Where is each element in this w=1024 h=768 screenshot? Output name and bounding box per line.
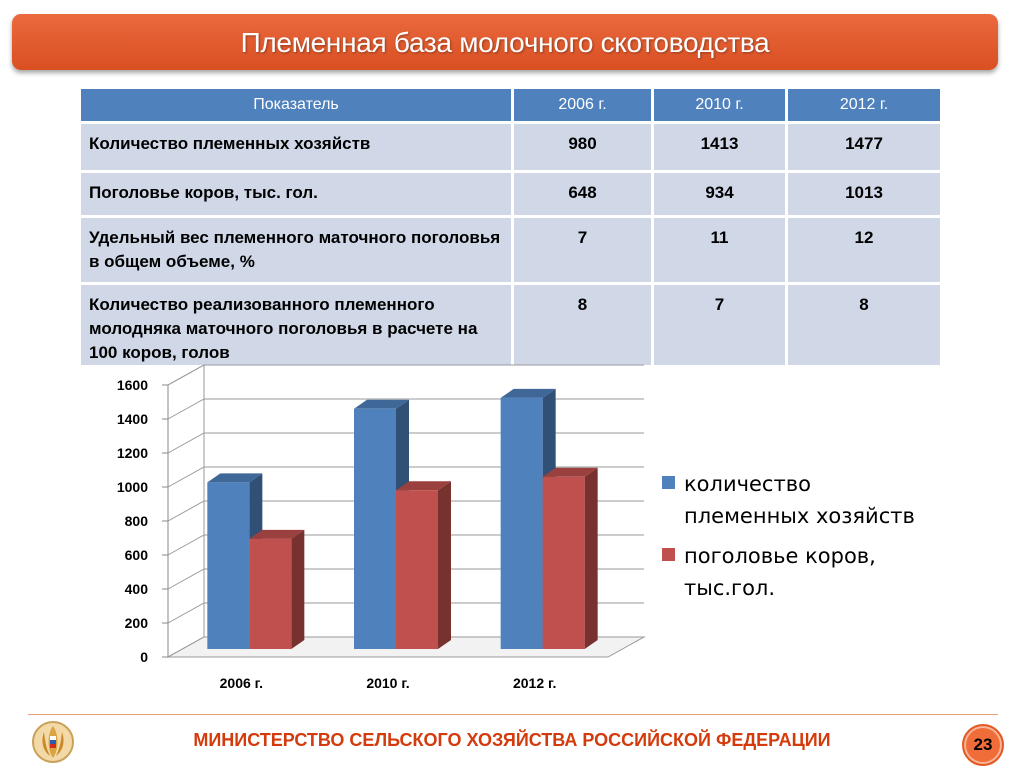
bar-front bbox=[396, 490, 438, 649]
footer-divider bbox=[28, 714, 998, 715]
cell-value: 7 bbox=[653, 284, 787, 367]
cell-value: 934 bbox=[653, 172, 787, 217]
row-label: Количество племенных хозяйств bbox=[80, 123, 513, 172]
header-2010: 2010 г. bbox=[653, 88, 787, 123]
y-tick-label: 800 bbox=[124, 513, 148, 529]
row-label: Количество реализованного племенного молодняка маточного поголовья в расчете на 100 коров, голов bbox=[80, 284, 513, 367]
y-tick-label: 0 bbox=[140, 649, 148, 665]
cell-value: 648 bbox=[513, 172, 653, 217]
cell-value: 980 bbox=[513, 123, 653, 172]
legend-label: тыс.гол. bbox=[684, 576, 776, 600]
bar-front bbox=[354, 409, 396, 649]
cell-value: 11 bbox=[653, 217, 787, 284]
bar-front bbox=[207, 482, 249, 649]
header-2006: 2006 г. bbox=[513, 88, 653, 123]
page-number: 23 bbox=[962, 724, 1004, 766]
bar-side bbox=[585, 468, 598, 649]
bar-front bbox=[501, 398, 543, 649]
row-label: Поголовье коров, тыс. гол. bbox=[80, 172, 513, 217]
x-tick-label: 2010 г. bbox=[366, 675, 410, 691]
cell-value: 7 bbox=[513, 217, 653, 284]
legend-swatch bbox=[662, 548, 675, 561]
row-label: Удельный вес племенного маточного поголовья в общем объеме, % bbox=[80, 217, 513, 284]
y-tick-label: 1400 bbox=[116, 411, 148, 427]
y-tick-label: 400 bbox=[124, 581, 148, 597]
y-tick-label: 1000 bbox=[116, 479, 148, 495]
header-2012: 2012 г. bbox=[787, 88, 942, 123]
legend-label: племенных хозяйств bbox=[684, 504, 915, 528]
bar-front bbox=[249, 539, 291, 649]
bar-cows bbox=[249, 530, 304, 649]
slide-title: Племенная база молочного скотоводства bbox=[240, 27, 770, 58]
cell-value: 1477 bbox=[787, 123, 942, 172]
cell-value: 1413 bbox=[653, 123, 787, 172]
bar-side bbox=[291, 530, 304, 649]
x-tick-label: 2006 г. bbox=[219, 675, 264, 691]
cell-value: 8 bbox=[787, 284, 942, 367]
header-indicator: Показатель bbox=[80, 88, 513, 123]
bar-front bbox=[543, 477, 585, 649]
y-tick-label: 1200 bbox=[116, 445, 148, 461]
legend-label: поголовье коров, bbox=[684, 544, 876, 568]
y-tick-label: 1600 bbox=[116, 377, 148, 393]
footer-ministry: МИНИСТЕРСТВО СЕЛЬСКОГО ХОЗЯЙСТВА РОССИЙСКОЙ ФЕДЕРАЦИИ bbox=[193, 730, 831, 750]
y-tick-label: 600 bbox=[124, 547, 148, 563]
bar-side bbox=[438, 481, 451, 649]
cell-value: 12 bbox=[787, 217, 942, 284]
y-tick-label: 200 bbox=[124, 615, 148, 631]
cell-value: 1013 bbox=[787, 172, 942, 217]
legend-swatch bbox=[662, 476, 675, 489]
legend-label: количество bbox=[684, 472, 811, 496]
bar-cows bbox=[543, 468, 598, 649]
gridline bbox=[168, 365, 644, 385]
bar-cows bbox=[396, 481, 451, 649]
cell-value: 8 bbox=[513, 284, 653, 367]
x-tick-label: 2012 г. bbox=[512, 675, 557, 691]
